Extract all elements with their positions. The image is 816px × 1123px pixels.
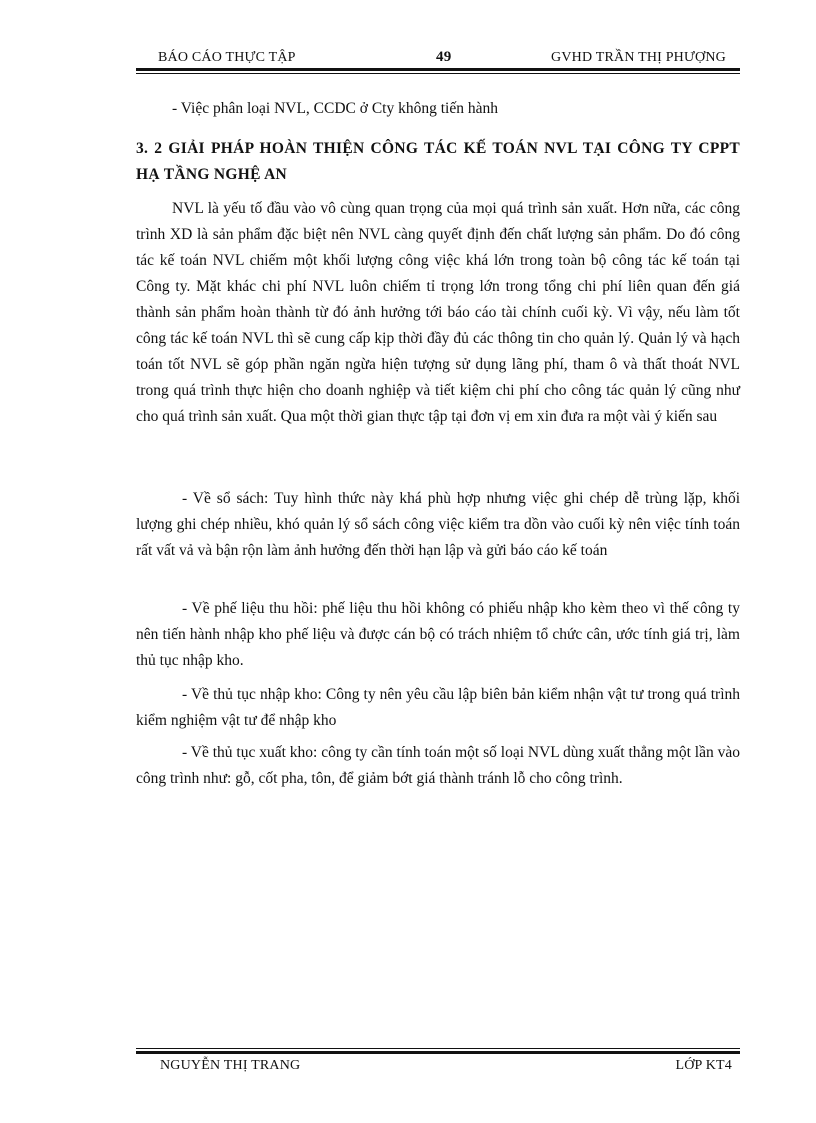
- header-report-title: BÁO CÁO THỰC TẬP: [158, 50, 296, 65]
- section-heading: 3. 2 GIẢI PHÁP HOÀN THIỆN CÔNG TÁC KẾ TOÁN NVL TẠI CÔNG TY CPPT HẠ TẦNG NGHỆ AN: [136, 140, 740, 183]
- page-header: [136, 46, 740, 68]
- footer-author: NGUYỄN THỊ TRANG: [160, 1058, 301, 1073]
- header-rule-thick: [136, 68, 740, 71]
- paragraph-issuing: - Về thủ tục xuất kho: công ty cần tính toán một số loại NVL dùng xuất thẳng một lần vào công trình như: gỗ, cốt pha, tôn, để giảm bớt giá thành tránh lỗ cho công trình.: [136, 744, 740, 787]
- paragraph-scrap: - Về phế liệu thu hồi: phế liệu thu hồi không có phiếu nhập kho kèm theo vì thế công ty nên tiến hành nhập kho phế liệu và được cán bộ có trách nhiệm tổ chức cân, ước tính giá trị, làm thủ tục nhập kho.: [136, 600, 740, 669]
- paragraph-receiving: - Về thủ tục nhập kho: Công ty nên yêu cầu lập biên bản kiểm nhận vật tư trong quá trình kiểm nghiệm vật tư để nhập kho: [136, 686, 740, 729]
- paragraph-intro: NVL là yếu tố đầu vào vô cùng quan trọng của mọi quá trình sản xuất. Hơn nữa, các công trình XD là sản phẩm đặc biệt nên NVL càng quyết định đến chất lượng sản phẩm. Do đó công tác kế toán NVL chiếm một khối lượng công việc khá lớn trong toàn bộ công tác kế toán tại Công ty. Mặt khác chi phí NVL luôn chiếm tỉ trọng lớn trong tổng chi phí liên quan đến giá thành sản phẩm hoàn thành từ đó ảnh hưởng tới báo cáo tài chính cuối kỳ. Vì vậy, nếu làm tốt công tác kế toán NVL thì sẽ cung cấp kịp thời đầy đủ các thông tin cho quản lý. Quản lý và hạch toán tốt NVL sẽ góp phần ngăn ngừa hiện tượng sử dụng lãng phí, tham ô và thất thoát NVL trong quá trình thực hiện cho doanh nghiệp và tiết kiệm chi phí cho công tác quản lý cũng như cho quá trình sản xuất. Qua một thời gian thực tập tại đơn vị em xin đưa ra một vài ý kiến sau: [136, 200, 740, 425]
- header-supervisor: GVHD TRẦN THỊ PHƯỢNG: [551, 50, 726, 65]
- page-number: 49: [436, 49, 452, 65]
- header-rule-thin: [136, 73, 740, 74]
- intro-line: - Việc phân loại NVL, CCDC ở Cty không tiến hành: [172, 100, 498, 117]
- footer-rule-thin: [136, 1048, 740, 1049]
- page-footer: [136, 1054, 740, 1078]
- paragraph-bookkeeping: - Về sổ sách: Tuy hình thức này khá phù hợp nhưng việc ghi chép dễ trùng lặp, khối lượng ghi chép nhiều, khó quản lý sổ sách công việc kiểm tra dồn vào cuối kỳ nên việc tính toán rất vất vả và bận rộn làm ảnh hưởng đến thời hạn lập và gửi báo cáo kế toán: [136, 490, 740, 559]
- footer-class: LỚP KT4: [675, 1058, 732, 1073]
